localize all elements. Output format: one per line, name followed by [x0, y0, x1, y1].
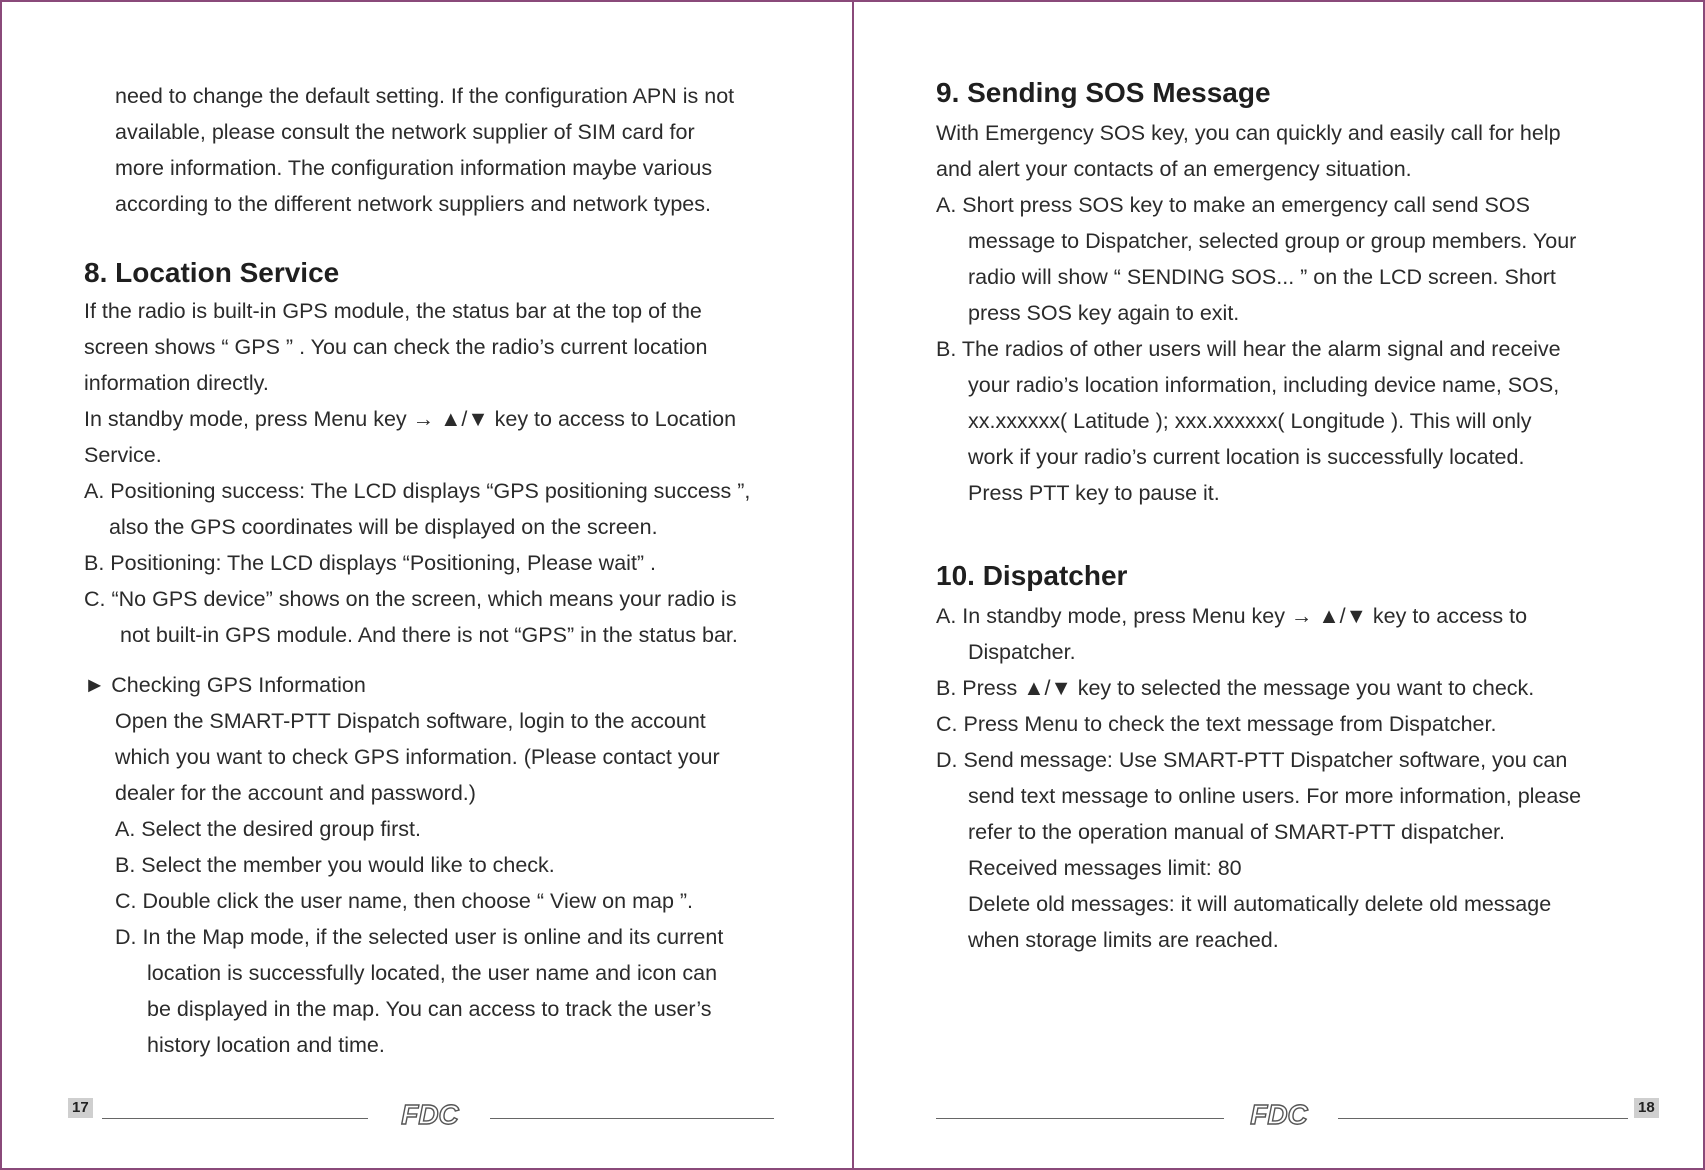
checking-gps-title: ► Checking GPS Information: [84, 673, 366, 697]
fdc-logo: [375, 1100, 485, 1130]
list-item-continued: history location and time.: [147, 1033, 385, 1057]
list-item: B. Positioning: The LCD displays “Positioning, Please wait” .: [84, 551, 657, 575]
section-8-body: [84, 293, 750, 653]
section-9-body: [936, 115, 1576, 511]
text-line: information directly.: [84, 371, 269, 395]
right-footer: [854, 1092, 1704, 1142]
text-line: screen shows “ GPS ” . You can check the radio’s current location: [84, 335, 708, 359]
fdc-logo: [1224, 1100, 1334, 1130]
list-item-continued: Received messages limit: 80: [968, 856, 1242, 880]
checking-gps-body: [115, 703, 723, 1063]
list-item-continued: your radio’s location information, including device name, SOS,: [968, 373, 1560, 397]
footer-rule: [102, 1118, 368, 1119]
list-item: D. In the Map mode, if the selected user is online and its current: [115, 925, 724, 949]
list-item: C. Double click the user name, then choose “ View on map ”.: [115, 889, 694, 913]
page-number: 18: [1634, 1098, 1659, 1118]
list-item-continued: not built-in GPS module. And there is not “GPS” in the status bar.: [120, 623, 738, 647]
list-item-continued: location is successfully located, the user name and icon can: [147, 961, 718, 985]
text-line: In standby mode, press Menu key → ▲/▼ key to access to Location: [84, 407, 737, 431]
list-item-continued: message to Dispatcher, selected group or group members. Your: [968, 229, 1577, 253]
left-page: [2, 2, 852, 1168]
list-item-continued: also the GPS coordinates will be displayed on the screen.: [109, 515, 658, 539]
list-item: C. Press Menu to check the text message from Dispatcher.: [936, 712, 1497, 736]
left-footer: [2, 1092, 852, 1142]
right-page: [854, 2, 1704, 1168]
text-line: dealer for the account and password.): [115, 781, 476, 805]
page-number: 17: [68, 1098, 93, 1118]
list-item-continued: work if your radio’s current location is successfully located.: [968, 445, 1525, 469]
fdc-logo-text: FDC: [1250, 1100, 1308, 1130]
intro-line: need to change the default setting. If the configuration APN is not: [115, 84, 735, 108]
footer-rule: [1338, 1118, 1628, 1119]
list-item-continued: Press PTT key to pause it.: [968, 481, 1220, 505]
intro-text: [115, 78, 734, 222]
intro-line: more information. The configuration information maybe various: [115, 156, 713, 180]
text-line: Open the SMART-PTT Dispatch software, login to the account: [115, 709, 706, 733]
list-item-continued: send text message to online users. For more information, please: [968, 784, 1582, 808]
list-item: A. Short press SOS key to make an emergency call send SOS: [936, 193, 1530, 217]
list-item-continued: radio will show “ SENDING SOS... ” on the LCD screen. Short: [968, 265, 1556, 289]
footer-rule: [936, 1118, 1224, 1119]
section-8-title: 8. Location Service: [84, 257, 340, 288]
list-item-continued: refer to the operation manual of SMART-PTT dispatcher.: [968, 820, 1505, 844]
intro-line: available, please consult the network supplier of SIM card for: [115, 120, 695, 144]
section-9-title: 9. Sending SOS Message: [936, 77, 1271, 108]
list-item: A. Positioning success: The LCD displays “GPS positioning success ”,: [84, 479, 751, 503]
list-item: B. Press ▲/▼ key to selected the message you want to check.: [936, 676, 1535, 700]
list-item: A. In standby mode, press Menu key → ▲/▼ key to access to: [936, 604, 1528, 628]
list-item: B. The radios of other users will hear the alarm signal and receive: [936, 337, 1561, 361]
section-10-body: [936, 598, 1581, 958]
list-item-continued: be displayed in the map. You can access to track the user’s: [147, 997, 712, 1021]
text-line: With Emergency SOS key, you can quickly and easily call for help: [936, 121, 1561, 145]
list-item-continued: when storage limits are reached.: [968, 928, 1279, 952]
list-item-continued: Delete old messages: it will automatically delete old message: [968, 892, 1552, 916]
list-item: B. Select the member you would like to check.: [115, 853, 555, 877]
text-line: Service.: [84, 443, 162, 467]
footer-rule: [490, 1118, 774, 1119]
section-10-title: 10. Dispatcher: [936, 560, 1128, 591]
list-item-continued: Dispatcher.: [968, 640, 1076, 664]
intro-line: according to the different network suppliers and network types.: [115, 192, 711, 216]
text-line: If the radio is built-in GPS module, the status bar at the top of the: [84, 299, 702, 323]
list-item: C. “No GPS device” shows on the screen, which means your radio is: [84, 587, 737, 611]
text-line: which you want to check GPS information. (Please contact your: [115, 745, 720, 769]
list-item: A. Select the desired group first.: [115, 817, 421, 841]
list-item-continued: xx.xxxxxx( Latitude ); xxx.xxxxxx( Longitude ). This will only: [968, 409, 1532, 433]
fdc-logo-text: FDC: [401, 1100, 459, 1130]
text-line: and alert your contacts of an emergency situation.: [936, 157, 1412, 181]
list-item: D. Send message: Use SMART-PTT Dispatcher software, you can: [936, 748, 1568, 772]
list-item-continued: press SOS key again to exit.: [968, 301, 1240, 325]
